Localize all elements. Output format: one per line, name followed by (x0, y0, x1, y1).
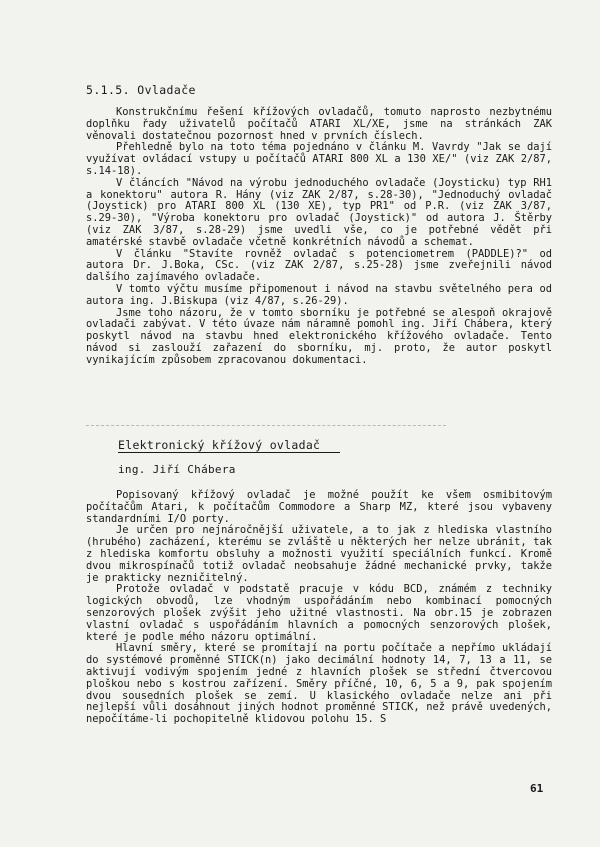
paragraph: V tomto výčtu musíme připomenout i návod na stavbu světelného pera od autora ing. J.Biskupa (viz 4/87, s.26-29). (86, 282, 552, 307)
section-heading: 5.1.5. Ovladače (86, 83, 196, 97)
article-author: ing. Jiří Chábera (118, 463, 236, 476)
paragraph: Přehledně bylo na toto téma pojednáno v článku M. Vavrdy "Jak se dají využívat ovládací vstupy u počítačů ATARI 800 XL a 130 XE/" (viz ZAK 2/87, s.14-18). (86, 141, 552, 177)
paragraph: Je určen pro nejnáročnější uživatele, a to jak z hlediska vlastního (hrubého) zacházení, kterému se zvláště u některých her nelze ubránit, tak z hlediska komfortu obsluhy a možnosti využití speciálních funkcí. Kromě dvou mikrospínačů totiž ovladač neobsahuje žádné mechanické prvky, takže je prakticky nezničitelný. (86, 524, 552, 584)
article-text (86, 490, 552, 726)
paragraph: Hlavní směry, které se promítají na portu počítače a nepřímo ukládají do systémové proměnné STICK(n) jako decimální hodnoty 14, 7, 13 a 11, se aktivují vodivým spojením jedné z hlavních plošek se střední čtvercovou ploškou nebo s kostrou zařízení. Směry příčné, 10, 6, 5 a 9, pak spojením dvou sousedních plošek se zemí. U klasického ovladače nelze ani při nejlepší vůli dosáhnout jiných hodnot proměnné STICK, než právě uvedených, nepočítáme-li pochopitelně klidovou polohu 15. S (86, 642, 552, 726)
paragraph: V článcích "Návod na výrobu jednoduchého ovladače (Joysticku) typ RH1 a konektoru" autora R. Hány (viz ZAK 2/87, s.28-30), "Jednoduchý ovladač (Joystick) pro ATARI 800 XL (130 XE), typ PR1" od P.R. (viz ZAK 3/87, s.29-30), "Výroba konektoru pro ovladač (Joystick)" od autora J. Štěrby (viz ZAK 3/87, s.28-29) jsme uvedli vše, co je potřebné vědět při amatérské stavbě ovladače včetně konkrétních návodů a schemat. (86, 176, 552, 248)
title-underline (118, 452, 340, 453)
page-number: 61 (530, 782, 544, 795)
section-text (86, 107, 552, 367)
paragraph: Protože ovladač v podstatě pracuje v kódu BCD, známém z techniky logických obvodů, lze vhodným uspořádáním nebo kombinací pomocných senzorových plošek zvýšit jeho užitné vlastnosti. Na obr.15 je zobrazen vlastní ovladač s uspořádáním hlavních a pomocných senzorových plošek, které je podle mého názoru optimální. (86, 583, 552, 643)
paragraph: Konstrukčnímu řešení křížových ovladačů, tomuto naprosto nezbytnému doplňku řady uživatelů počítačů ATARI XL/XE, jsme na stránkách ZAK věnovali dostatečnou pozornost hned v prvních číslech. (86, 106, 552, 142)
article-title: Elektronický křížový ovladač (118, 438, 321, 452)
paragraph: Jsme toho názoru, že v tomto sborníku je potřebné se alespoň okrajově ovladači zabývat. V této úvaze nám náramně pomohl ing. Jiří Chábera, který poskytl návod na stavbu hned elektronického křížového ovladače. Tento návod si zaslouží zařazení do sborníku, mj. proto, že autor poskytl vynikajícím způsobem zpracovanou dokumentaci. (86, 306, 552, 366)
paragraph: Popisovaný křížový ovladač je možné použít ke všem osmibitovým počítačům Atari, k počítačům Commodore a Sharp MZ, které jsou vybaveny standardními I/O porty. (86, 489, 552, 525)
paragraph: V článku "Stavíte rovněž ovladač s potenciometrem (PADDLE)?" od autora Dr. J.Boka, CSc. (viz ZAK 2/87, s.25-28) jsme zveřejnili návod dalšího zajímavého ovladače. (86, 247, 552, 284)
divider (86, 425, 446, 427)
